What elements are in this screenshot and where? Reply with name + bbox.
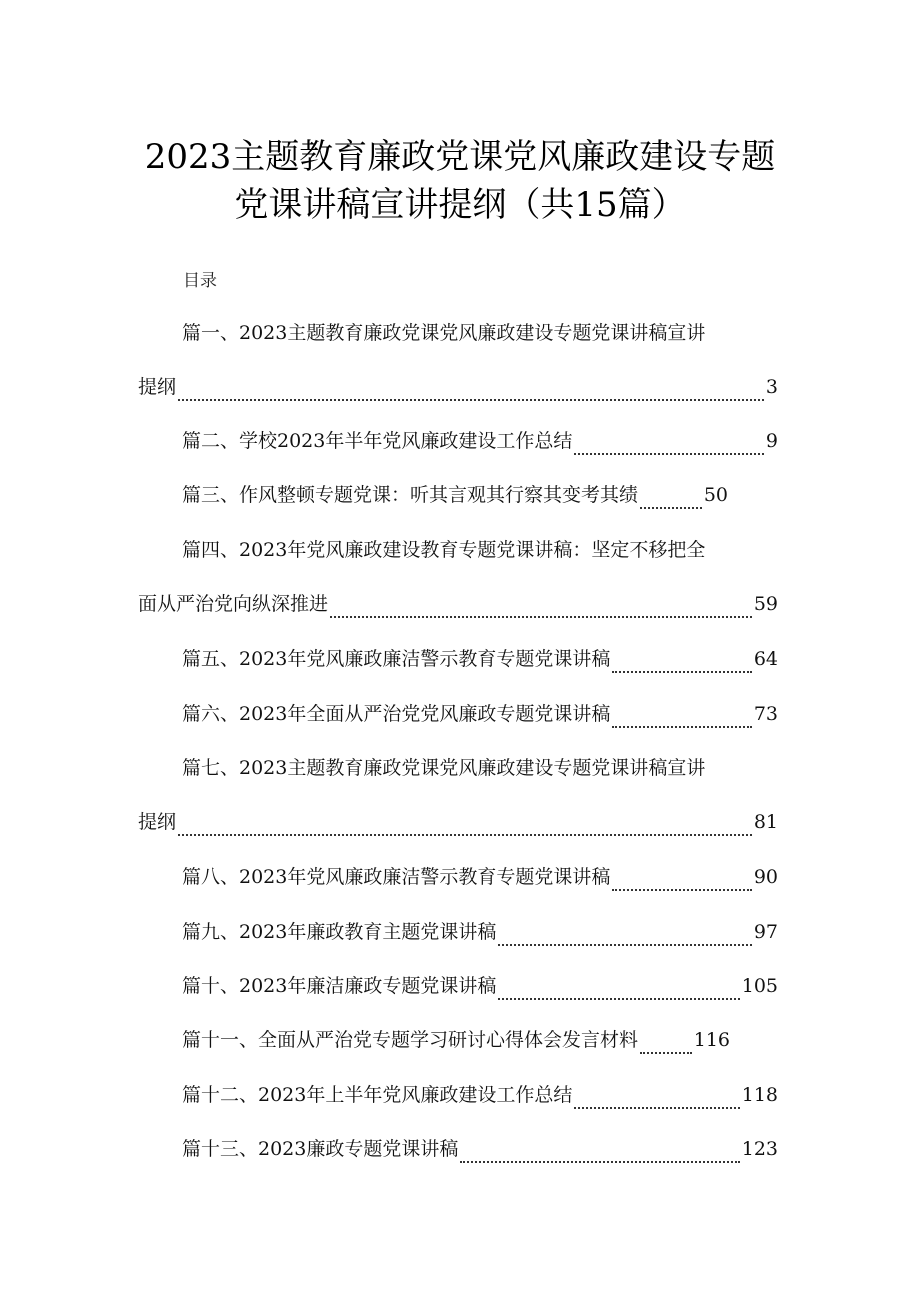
toc-entry-page: 59 (753, 593, 778, 615)
toc-entry[interactable] (138, 1013, 730, 1067)
toc-entry-page: 50 (703, 484, 728, 506)
toc-entry-page: 3 (765, 376, 778, 398)
dot-leader (178, 833, 752, 836)
dot-leader (612, 888, 751, 891)
toc-entry[interactable] (138, 523, 778, 631)
toc-entry-page: 64 (753, 648, 778, 670)
toc-entry-title-cont: 提纲 (138, 376, 177, 398)
dot-leader (612, 725, 751, 728)
toc-entry-page: 9 (765, 430, 778, 452)
toc-entry-title: 篇九、2023年廉政教育主题党课讲稿 (182, 921, 497, 943)
toc-entry-title-cont: 面从严治党向纵深推进 (138, 593, 329, 615)
toc-entry-title: 篇二、学校2023年半年党风廉政建设工作总结 (182, 430, 573, 452)
toc-entry[interactable] (138, 414, 778, 468)
toc-entry-page: 73 (753, 703, 778, 725)
toc-entry-page: 81 (753, 811, 778, 833)
toc-entry-title: 篇十三、2023廉政专题党课讲稿 (182, 1138, 459, 1160)
toc-entry[interactable] (138, 850, 778, 904)
toc-entry[interactable] (138, 959, 778, 1013)
dot-leader (612, 670, 751, 673)
toc-entry-title: 篇一、2023主题教育廉政党课党风廉政建设专题党课讲稿宣讲 (182, 322, 706, 344)
dot-leader (330, 615, 752, 618)
toc-entry-title: 篇十一、全面从严治党专题学习研讨心得体会发言材料 (182, 1029, 639, 1051)
toc-entry-page: 118 (741, 1084, 778, 1106)
toc-entry-title: 篇六、2023年全面从严治党党风廉政专题党课讲稿 (182, 703, 611, 725)
dot-leader (574, 452, 764, 455)
dot-leader (178, 398, 764, 401)
toc-entry[interactable] (138, 905, 778, 959)
toc-entry[interactable] (138, 306, 778, 414)
toc-entry[interactable] (138, 468, 728, 522)
toc-entry[interactable] (138, 632, 778, 686)
dot-leader (640, 506, 702, 509)
toc-entry[interactable] (138, 1068, 778, 1122)
toc-entry-title: 篇三、作风整顿专题党课：听其言观其行察其变考其绩 (182, 484, 639, 506)
toc-entry-page: 105 (741, 975, 778, 997)
toc-label: 目录 (183, 271, 217, 291)
dot-leader (498, 943, 751, 946)
dot-leader (460, 1160, 739, 1163)
toc-entry-title: 篇八、2023年党风廉政廉洁警示教育专题党课讲稿 (182, 866, 611, 888)
dot-leader (498, 997, 739, 1000)
toc-entry-title: 篇四、2023年党风廉政建设教育专题党课讲稿：坚定不移把全 (182, 539, 706, 561)
toc-entry-title: 篇七、2023主题教育廉政党课党风廉政建设专题党课讲稿宣讲 (182, 757, 706, 779)
toc-entry-title: 篇五、2023年党风廉政廉洁警示教育专题党课讲稿 (182, 648, 611, 670)
toc-entry-page: 90 (753, 866, 778, 888)
toc-entry-page: 123 (741, 1138, 778, 1160)
toc-entry[interactable] (138, 741, 778, 849)
dot-leader (574, 1106, 739, 1109)
toc-entry-title: 篇十二、2023年上半年党风廉政建设工作总结 (182, 1084, 573, 1106)
dot-leader (640, 1051, 692, 1054)
toc-entry-title-cont: 提纲 (138, 811, 177, 833)
toc-entry[interactable] (138, 1122, 778, 1176)
document-title-line-2: 党课讲稿宣讲提纲（共15篇） (234, 185, 686, 225)
toc-entry-title: 篇十、2023年廉洁廉政专题党课讲稿 (182, 975, 497, 997)
toc-entry[interactable] (138, 687, 778, 741)
toc-entry-page: 97 (753, 921, 778, 943)
document-title-line-1: 2023主题教育廉政党课党风廉政建设专题 (144, 137, 776, 177)
toc-entry-page: 116 (693, 1029, 730, 1051)
